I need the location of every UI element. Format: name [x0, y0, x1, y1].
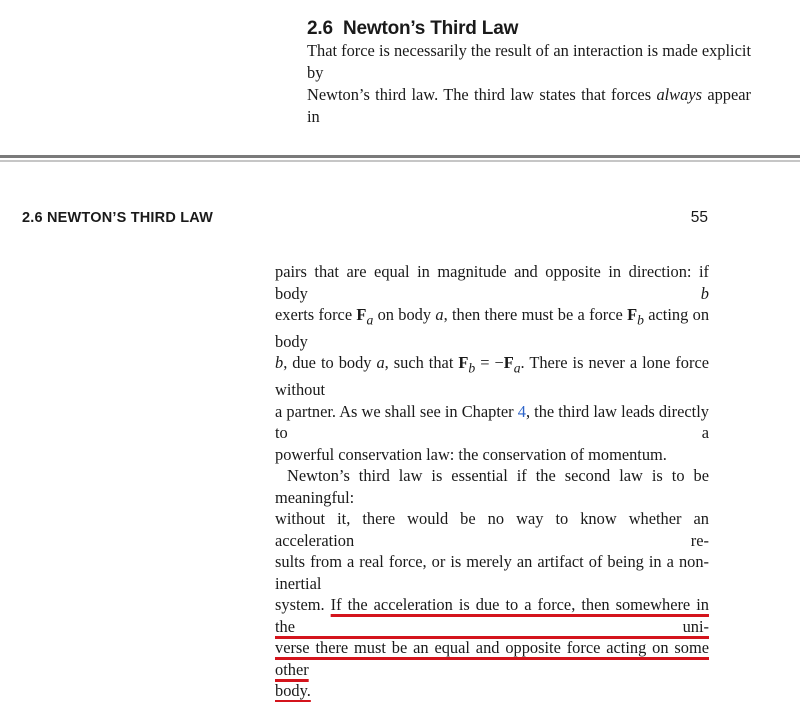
text-run: pairs that are equal in magnitude and opposite in direction: if body — [275, 262, 709, 303]
text-line — [275, 352, 709, 400]
text-run: a partner. As we shall see in Chapter — [275, 401, 518, 421]
text-run: exerts force — [275, 305, 357, 324]
page-number: 55 — [690, 209, 708, 226]
text-run: system. — [275, 595, 331, 615]
text-run: , due to body — [283, 353, 377, 373]
text-run: appear in — [307, 85, 751, 126]
math-vector: F — [356, 305, 367, 324]
section-title-text: Newton’s Third Law — [343, 18, 519, 39]
text-line — [275, 401, 709, 444]
math-subscript: b — [637, 312, 644, 328]
text-run: , the third law leads directly to a — [275, 401, 709, 443]
previous-page-text — [307, 40, 751, 128]
text-run: on body — [373, 305, 436, 324]
text-line — [275, 261, 709, 304]
math-subscript: b — [468, 360, 476, 376]
text-line: sults from a real force, or is merely an artifact of being in a non-inertial — [275, 552, 709, 593]
highlighted-text: If the acceleration is due to a force, then somewhere in the uni- — [275, 595, 709, 636]
math-subscript: a — [513, 360, 521, 376]
text-run: acting on body — [275, 305, 710, 351]
running-header: 2.6 NEWTON’S THIRD LAW — [22, 210, 214, 226]
math-vector: F — [503, 353, 514, 373]
text-line — [275, 594, 709, 637]
text-run: , such that — [384, 353, 459, 373]
text-run: . There is never a lone force without — [275, 353, 710, 400]
text-line — [275, 680, 709, 702]
text-line: That force is necessarily the result of an interaction is made explicit by — [307, 41, 751, 82]
text-line — [275, 304, 709, 352]
text-line — [307, 84, 751, 128]
section-heading — [307, 18, 518, 40]
math-variable: b — [700, 283, 709, 303]
separator-line-dark — [0, 155, 800, 158]
section-number: 2.6 — [307, 18, 333, 39]
chapter-link[interactable]: 4 — [517, 401, 526, 421]
text-run: Newton’s third law. The third law states that forces — [307, 85, 657, 104]
separator-line-light — [0, 160, 800, 162]
math-vector: F — [458, 353, 469, 373]
math-operator: = − — [475, 353, 504, 373]
page-separator — [0, 155, 800, 165]
emphasis: always — [656, 85, 702, 104]
math-subscript: a — [366, 312, 374, 328]
text-line — [275, 637, 709, 680]
math-variable: a — [376, 353, 385, 373]
highlighted-text: verse there must be an equal and opposite force acting on some other — [275, 638, 709, 679]
text-line: Newton’s third law is essential if the second law is to be meaningful: — [275, 466, 709, 507]
highlighted-text: body. — [275, 681, 311, 701]
text-run: , then there must be a force — [443, 305, 628, 324]
text-line: without it, there would be no way to know whether an acceleration re- — [275, 509, 709, 550]
text-line: powerful conservation law: the conservation of momentum. — [275, 444, 667, 464]
math-variable: b — [275, 353, 284, 373]
math-vector: F — [627, 305, 638, 324]
math-variable: a — [435, 305, 444, 324]
body-text — [275, 261, 709, 702]
